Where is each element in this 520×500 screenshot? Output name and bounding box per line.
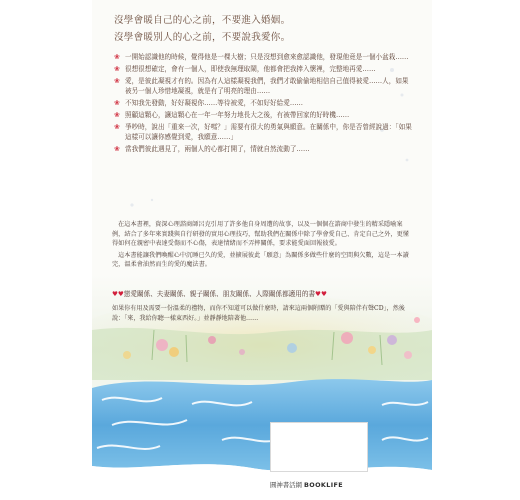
heart-bullet-icon: ❀: [114, 53, 120, 61]
quote-list: [114, 52, 414, 156]
publisher-name: 圓神書活網: [270, 481, 302, 489]
description-paragraph: 在這本書裡，資深心理諮商師呂克引用了許多他自身周遭的故事，以及一個個在諮商中發生的精采隱喻案例，結合了多年來實踐與自行研發的實用心理技巧，幫助我們在關係中除了學會愛自己、肯定自己之外，更懂得如何在親密中表達受傷而不心傷，表達情緒而不弄摔關係，要求能愛面回報彼愛。: [112, 221, 409, 248]
publisher-logo: [270, 480, 343, 489]
heart-bullet-icon: ❀: [114, 111, 120, 119]
hearts-left-icon: ♥♥: [112, 290, 124, 298]
quote-text: 照顧這顆心，讓這顆心在一年一年努力地長大之後，有被帶回家的好時機……: [125, 111, 350, 119]
quote-item: [114, 64, 414, 74]
relationship-tagline: [112, 288, 417, 298]
publisher-brand: BOOKLIFE: [304, 481, 344, 489]
heart-bullet-icon: ❀: [114, 77, 120, 85]
description-body: [112, 220, 414, 272]
cover-heading: [114, 12, 414, 46]
heart-bullet-icon: ❀: [114, 123, 120, 131]
quote-item: [114, 52, 414, 62]
quote-text: 一開始認識他的時候，覺得他是一棵大樹；只是沒想到愈來愈認識他，發現他竟是一個小盆栽……: [125, 53, 409, 61]
quote-item: [114, 144, 414, 154]
quote-text: 爭吵時，說出「重來一次，好嗎？」需要有很大的勇氣與願意。在關係中，你是否曾經說過：「如果這樣可以讓你感覺到愛，我願意……」: [125, 123, 412, 141]
quote-text: 很想很想確定，會有一個人，即使我無理取鬧，他都會把我捧入懷裡，完整地再愛……: [125, 65, 376, 73]
heart-bullet-icon: ❀: [114, 145, 120, 153]
quote-text: 不知我先發動，好好凝視你……等待被愛，不如好好給愛……: [125, 99, 304, 107]
quote-item: [114, 98, 414, 108]
quote-text: 當我們彼此遇見了，兩個人的心都打開了，情就自然流動了……: [125, 145, 310, 153]
heart-bullet-icon: ❀: [114, 65, 120, 73]
quote-item: [114, 122, 414, 142]
heart-bullet-icon: ❀: [114, 99, 120, 107]
heading-line-2: 沒學會暖別人的心之前，不要說我愛你。: [114, 32, 291, 43]
river-water: [92, 379, 432, 471]
barcode-area: [270, 422, 368, 472]
quote-text: 愛，是彼此凝視才有的。因為有人這樣凝視我們，我們才敢偷偷地相信自己值得被愛……人，如果被另一個人珍惜地凝視，就是有了明亮的理由……: [125, 77, 409, 95]
hearts-right-icon: ♥♥: [315, 290, 327, 298]
heading-line-1: 沒學會暖自己的心之前，不要進入婚姻。: [114, 15, 291, 26]
quote-item: [114, 110, 414, 120]
description-paragraph: 這本書能讓我們喚醒心中沉睡已久的愛，並擴展彼此「願意」為關係多做些什麼的空間與欠數，這是一本讀完，溫柔會油然而生的愛的魔法書。: [112, 251, 409, 269]
cd-note: 如果你有用及需要一份溫柔的禮物，而你不知道可以做什麼時，請來這兩個附贈的「愛與陪伴有聲CD」，然後說：「來，我給你聽一樣東西好。」並靜靜地陪著他……: [112, 305, 405, 322]
back-cover: [92, 0, 432, 500]
quote-item: [114, 76, 414, 96]
tagline-text: 戀愛關係、夫妻關係、親子關係、朋友關係、人際關係都適用的書: [123, 290, 316, 298]
